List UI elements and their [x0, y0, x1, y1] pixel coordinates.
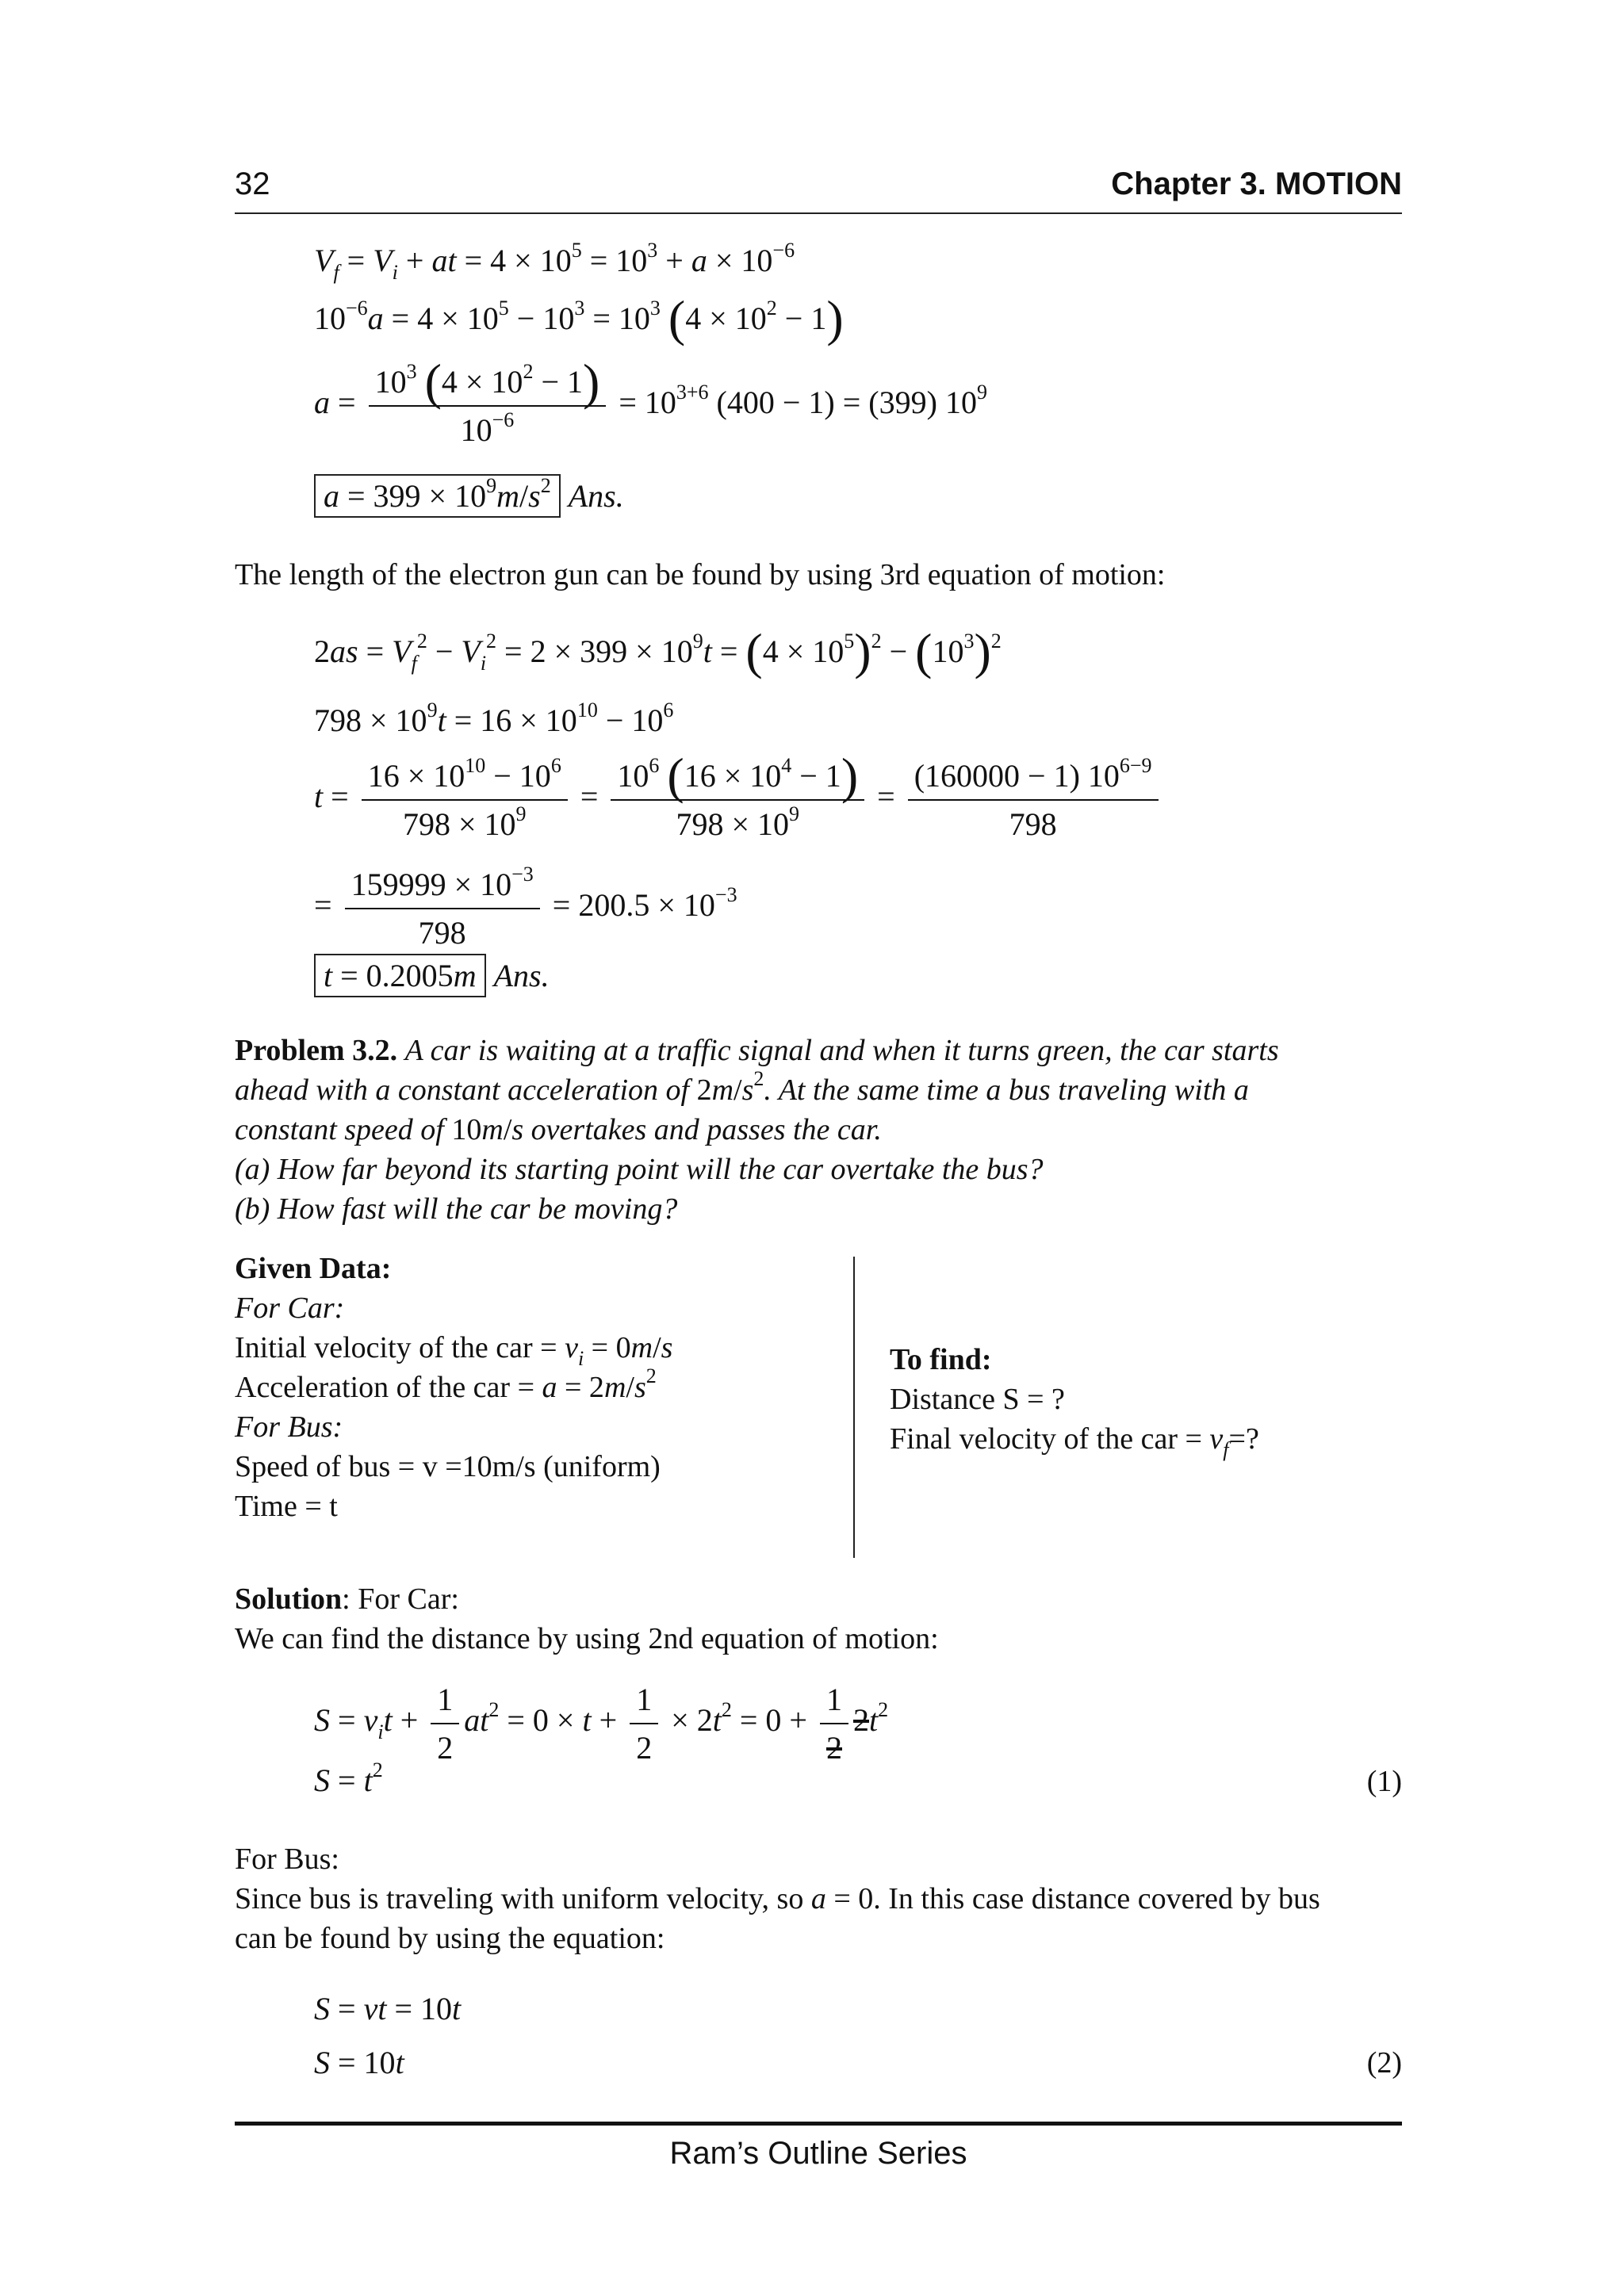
equation-number-1: (1) [1366, 1765, 1402, 1798]
bus-line-2: can be found by using the equation: [235, 1922, 665, 1955]
problem-label: Problem 3.2. [235, 1034, 398, 1067]
footer-series: Ram’s Outline Series [669, 2136, 967, 2171]
equation-a-step1: $10^{-6}a = 4 \times 10^5 - 10^3 = 10^3$ $(4 \times 10^2 - 1)$ [314, 290, 844, 346]
bus-line-1: Since bus is traveling with uniform velocity, so a = 0. In this case distance covered by bus [235, 1882, 1320, 1915]
footer-rule [235, 2122, 1402, 2126]
acceleration-line: Acceleration of the car = $a = 2m/s^2$ [235, 1364, 657, 1404]
chapter-title: Chapter 3. MOTION [1111, 166, 1402, 201]
equation-vf: $V_f = V_i$ + at = $4 \times 10^5 = 10^3 + a \times 10^{-6}$ [314, 239, 795, 284]
final-velocity-line: Final velocity of the car = $v_f=$? [890, 1422, 1259, 1461]
equation-s-car: $S = v_it$ + $\frac{1}{2}$ $at^2 = 0 \times t$ + $\frac{1}{2}$ × $2t^2 = 0$ + $\frac{1}{2}$ $2t^2$ [314, 1682, 889, 1766]
answer-t: t = 0.2005m Ans. [314, 954, 550, 997]
answer-a: $a = 399 \times 10^9m/s^2$ Ans. [314, 474, 624, 518]
to-find-title: To find: [890, 1343, 992, 1376]
for-bus-heading: For Bus: [235, 1843, 339, 1876]
initial-velocity-line: Initial velocity of the car = $v_i = 0m/s$ [235, 1331, 673, 1370]
document-page [235, 0, 1402, 2296]
equation-third-motion: $2as = V_f^2 - V_i^2 = 2 \times 399 \times 10^9t = (4 \times 10^5)^2 - (10^3)^2$ [314, 623, 1002, 679]
equation-s-10t: S = 10t [314, 2045, 404, 2080]
equation-a-fraction: a = $\frac{10^3 (4 \times 10^2 - 1)}{10^{-6}}$ = $10^{3+6}$ (400 − 1) = (399) $10^9$ [314, 354, 987, 448]
header-rule [235, 212, 1402, 214]
equation-s-bus: S = vt = 10t [314, 1991, 462, 2026]
column-divider [853, 1257, 855, 1558]
page-number: 32 [235, 166, 270, 201]
equation-t-fraction: t = $\frac{16 \times 10^{10} - 10^6}{798 \times 10^9}$ = $\frac{10^6 (16 \times 10^4 - 1)}{798 \times 10^9}$ = $\frac{(160000 - 1) 10^{6-9}}{798}$ [314, 757, 1163, 843]
solution-line: Solution: For Car: [235, 1582, 459, 1616]
speed-bus-line: Speed of bus = v =10m/s (uniform) [235, 1450, 661, 1483]
problem-line-3: constant speed of 10m/s overtakes and passes the car. [235, 1113, 882, 1146]
time-line: Time = t [235, 1490, 338, 1523]
equation-number-2: (2) [1366, 2046, 1402, 2080]
for-bus-label: For Bus: [235, 1410, 343, 1444]
problem-part-b: (b) How fast will the car be moving? [235, 1192, 678, 1226]
for-car-label: For Car: [235, 1292, 345, 1325]
to-find-column [890, 1340, 1397, 1459]
equation-t-result: = $\frac{159999 \times 10^{-3}}{798}$ = $200.5 \times 10^{-3}$ [314, 863, 737, 951]
given-data-title: Given Data: [235, 1252, 392, 1285]
problem-line-1: Problem 3.2. A car is waiting at a traffic signal and when it turns green, the car starts [235, 1034, 1279, 1067]
second-eq-text: We can find the distance by using 2nd equation of motion: [235, 1622, 939, 1655]
solution-label: Solution [235, 1582, 343, 1616]
intro-length-text: The length of the electron gun can be found by using 3rd equation of motion: [235, 558, 1166, 591]
page-header [235, 166, 1402, 214]
equation-s-t2: $S = t^2$ [314, 1758, 383, 1798]
distance-line: Distance S = ? [890, 1383, 1065, 1416]
equation-t-step1: $798 \times 10^9t = 16 \times 10^{10} - 10^6$ [314, 698, 674, 738]
given-data-column [235, 1249, 853, 1526]
problem-line-2: ahead with a constant acceleration of $2m/s^2$. At the same time a bus traveling with a [235, 1067, 1249, 1107]
problem-part-a: (a) How far beyond its starting point will the car overtake the bus? [235, 1153, 1044, 1186]
